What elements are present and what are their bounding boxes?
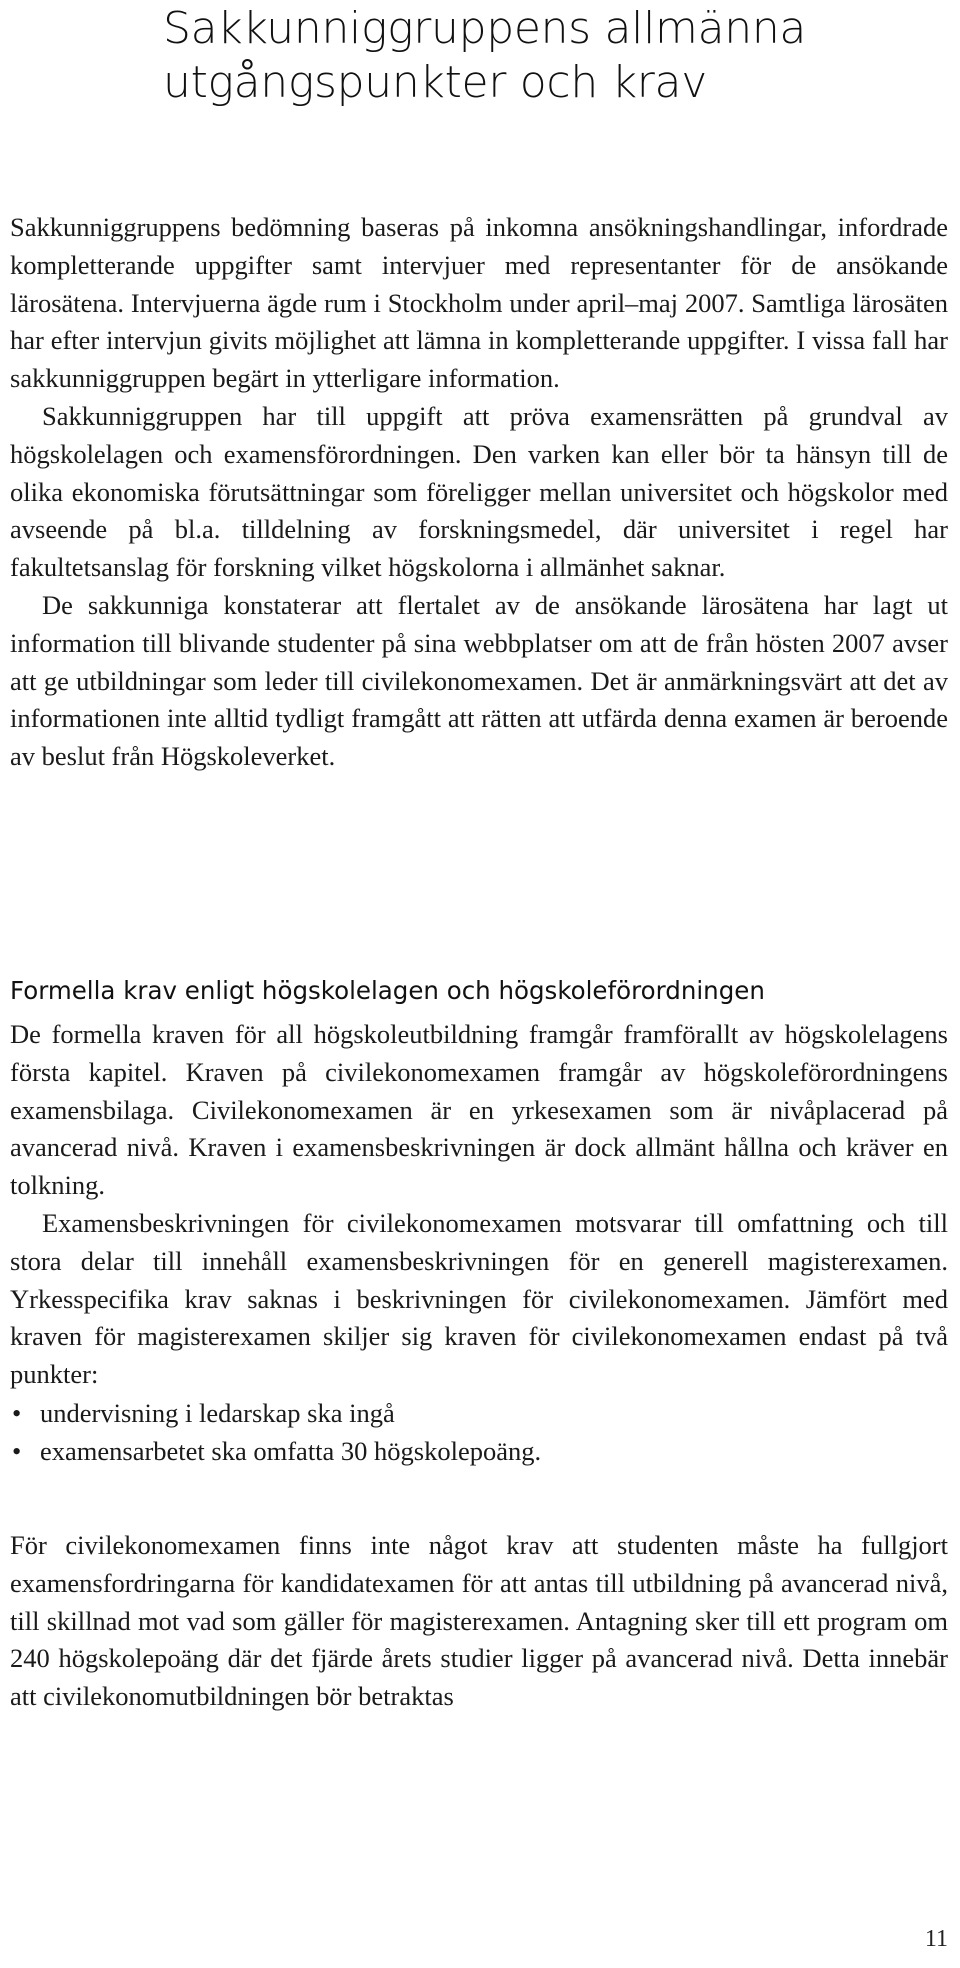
list-item [10, 1394, 948, 1432]
requirements-list [10, 1394, 948, 1470]
list-item-text: examensarbetet ska omfatta 30 högskolepoäng. [40, 1435, 542, 1466]
paragraph-assessment-basis: Sakkunniggruppens bedömning baseras på inkomna ansökningshandlingar, infordrade kompletterande uppgifter samt intervjuer med representanter för de ansökande lärosätena. Intervjuerna ägde rum i Stockholm under april–maj 2007. Samtliga lärosäten har efter intervjun givits möjlighet att lämna in kompletterande uppgifter. I vissa fall har sakkunniggruppen begärt in ytterligare information. [10, 212, 948, 394]
admission-section [10, 1527, 948, 1716]
page-title-line-1: Sakkunniggruppens allmänna [163, 3, 807, 54]
page-title-line-2: utgångspunkter och krav [163, 57, 707, 108]
paragraph-admission: För civilekonomexamen finns inte något krav att studenten måste ha fullgjort examensfordringarna för kandidatexamen för att antas till utbildning på avancerad nivå, till skillnad mot vad som gäller för magisterexamen. Antagning sker till ett program om 240 högskolepoäng där det fjärde årets studier ligger på avancerad nivå. Detta innebär att civilekonomutbildningen bör betraktas [10, 1530, 948, 1712]
document-page [10, 0, 948, 1712]
bullet-icon: • [12, 1397, 22, 1428]
section-heading: Formella krav enligt högskolelagen och högskoleförordningen [10, 976, 765, 1005]
paragraph-websites: De sakkunniga konstaterar att flertalet av de ansökande lärosätena har lagt ut information till blivande studenter på sina webbplatser om att de från hösten 2007 avser att ge utbildningar som leder till civilekonomexamen. Det är anmärkningsvärt att det av informationen inte alltid tydligt framgått att rätten att utfärda denna examen är beroende av beslut från Högskoleverket. [10, 589, 948, 772]
intro-section [10, 209, 948, 776]
page-number: 11 [924, 1926, 948, 1952]
formal-requirements-section [10, 1016, 948, 1470]
paragraph-task: Sakkunniggruppen har till uppgift att pröva examensrätten på grundval av högskolelagen och examensförordningen. Den varken kan eller bör ta hänsyn till de olika ekonomiska förutsättningar som föreligger mellan universitet och högskolor med avseende på bl.a. tilldelning av forskningsmedel, där universitet i regel har fakultetsanslag för forskning vilket högskolorna i allmänhet saknar. [10, 400, 948, 583]
list-item-text: undervisning i ledarskap ska ingå [40, 1397, 395, 1428]
page-title [163, 2, 948, 110]
paragraph-degree-description: Examensbeskrivningen för civilekonomexamen motsvarar till omfattning och till stora delar till innehåll examensbeskrivningen för en generell magisterexamen. Yrkesspecifika krav saknas i beskrivningen för civilekonomexamen. Jämfört med kraven för magisterexamen skiljer sig kraven för civilekonomexamen endast på två punkter: [10, 1207, 948, 1390]
paragraph-formal-requirements: De formella kraven för all högskoleutbildning framgår framförallt av högskolelagens första kapitel. Kraven på civilekonomexamen framgår av högskoleförordningens examensbilaga. Civilekonomexamen är en yrkesexamen som är nivåplacerad på avancerad nivå. Kraven i examensbeskrivningen är dock allmänt hållna och kräver en tolkning. [10, 1019, 948, 1201]
list-item [10, 1432, 948, 1470]
bullet-icon: • [12, 1435, 22, 1466]
